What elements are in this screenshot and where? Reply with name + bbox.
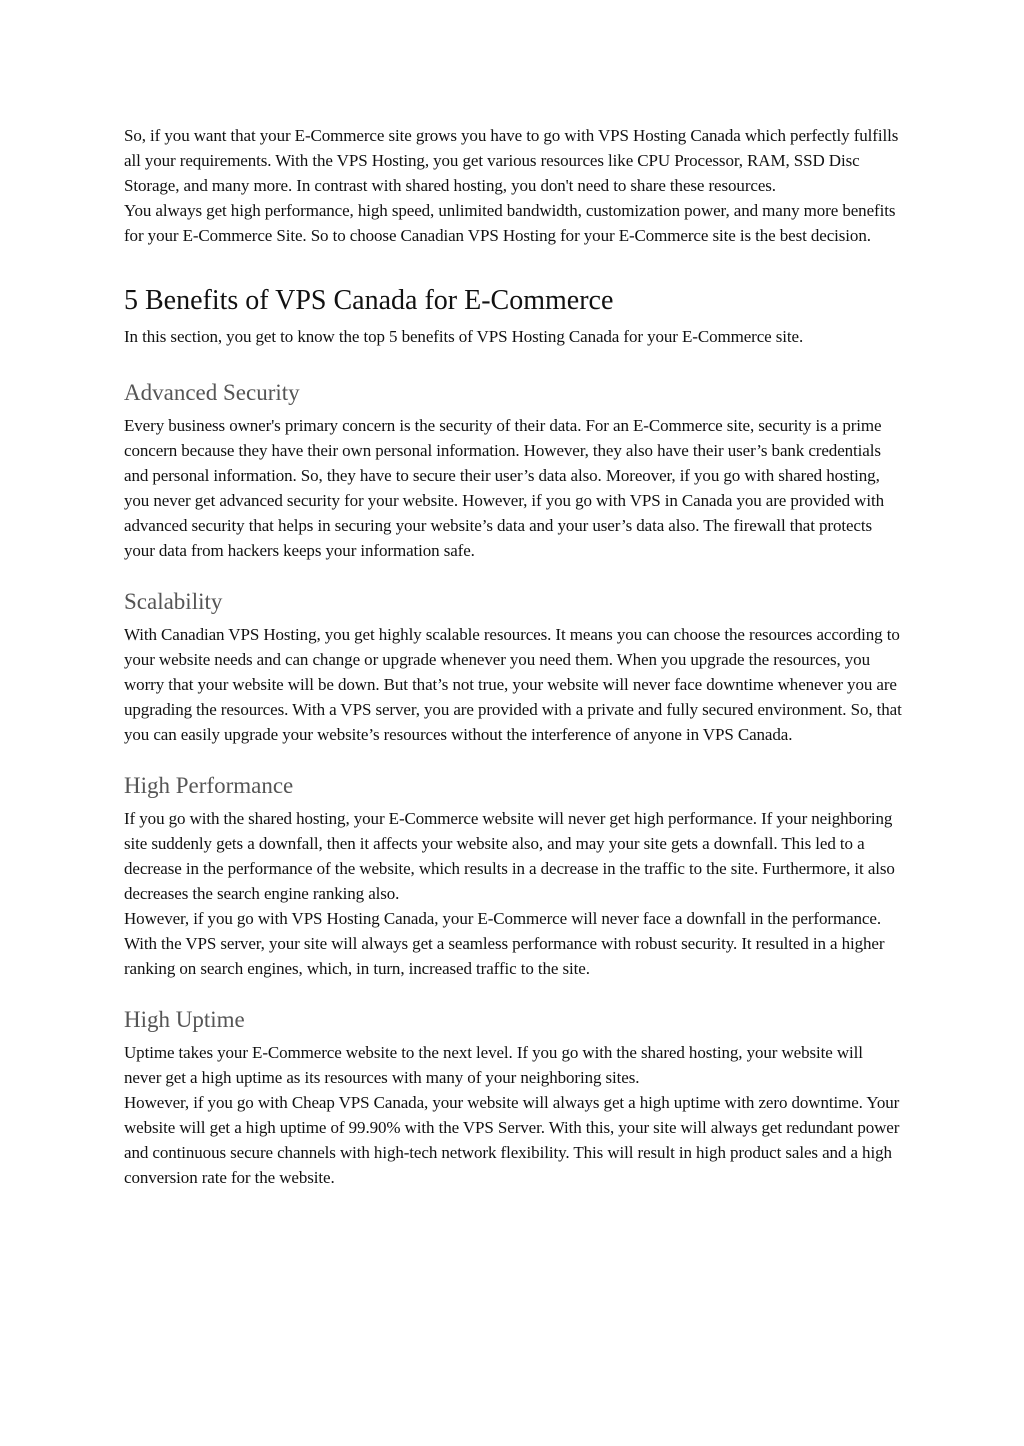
section-paragraph: Uptime takes your E-Commerce website to the next level. If you go with the shared hosting, your website will never get a high uptime as its resources with many of your neighboring sites.	[124, 1043, 863, 1087]
section-high-performance	[124, 771, 904, 981]
section-paragraph: Every business owner's primary concern is the security of their data. For an E-Commerce site, security is a prime concern because they have their own personal information. However, they also have their user’s bank credentials and personal information. So, they have to secure their user’s data also. Moreover, if you go with shared hosting, you never get advanced security for your website. However, if you go with VPS in Canada you are provided with advanced security that helps in securing your website’s data and your user’s data also. The firewall that protects your data from hackers keeps your information safe.	[124, 416, 884, 560]
intro-paragraph-1: So, if you want that your E-Commerce site grows you have to go with VPS Hosting Canada which perfectly fulfills all your requirements. With the VPS Hosting, you get various resources like CPU Processor, RAM, SSD Disc Storage, and many more. In contrast with shared hosting, you don't need to share these resources.	[124, 126, 899, 195]
section-heading: High Performance	[124, 773, 294, 798]
main-intro-paragraph: In this section, you get to know the top 5 benefits of VPS Hosting Canada for your E-Commerce site.	[124, 327, 804, 346]
section-heading: Scalability	[124, 589, 223, 614]
section-scalability	[124, 587, 904, 747]
main-heading: 5 Benefits of VPS Canada for E-Commerce	[124, 285, 614, 316]
section-paragraph: However, if you go with VPS Hosting Canada, your E-Commerce will never face a downfall in the performance. With the VPS server, your site will always get a seamless performance with robust security. It resulted in a higher ranking on search engines, which, in turn, increased traffic to the site.	[124, 909, 885, 978]
section-advanced-security	[124, 378, 904, 563]
intro-paragraph-2: You always get high performance, high speed, unlimited bandwidth, customization power, and many more benefits for your E-Commerce Site. So to choose Canadian VPS Hosting for your E-Commerce site is the best decision.	[124, 201, 896, 245]
section-heading: Advanced Security	[124, 380, 300, 405]
section-paragraph: However, if you go with Cheap VPS Canada, your website will always get a high uptime with zero downtime. Your website will get a high uptime of 99.90% with the VPS Server. With this, your site will always get redundant power and continuous secure channels with high-tech network flexibility. This will result in high product sales and a high conversion rate for the website.	[124, 1093, 900, 1187]
section-high-uptime	[124, 1005, 904, 1190]
section-paragraph: With Canadian VPS Hosting, you get highly scalable resources. It means you can choose the resources according to your website needs and can change or upgrade whenever you need them. When you upgrade the resources, you worry that your website will be down. But that’s not true, your website will never face downtime whenever you are upgrading the resources. With a VPS server, you are provided with a private and fully secured environment. So, that you can easily upgrade your website’s resources without the interference of anyone in VPS Canada.	[124, 625, 902, 744]
section-heading: High Uptime	[124, 1007, 245, 1032]
section-paragraph: If you go with the shared hosting, your E-Commerce website will never get high performance. If your neighboring site suddenly gets a downfall, then it affects your website also, and may your site gets a downfall. This led to a decrease in the performance of the website, which results in a decrease in the traffic to the site. Furthermore, it also decreases the search engine ranking also.	[124, 809, 895, 903]
document-page	[124, 123, 904, 1190]
